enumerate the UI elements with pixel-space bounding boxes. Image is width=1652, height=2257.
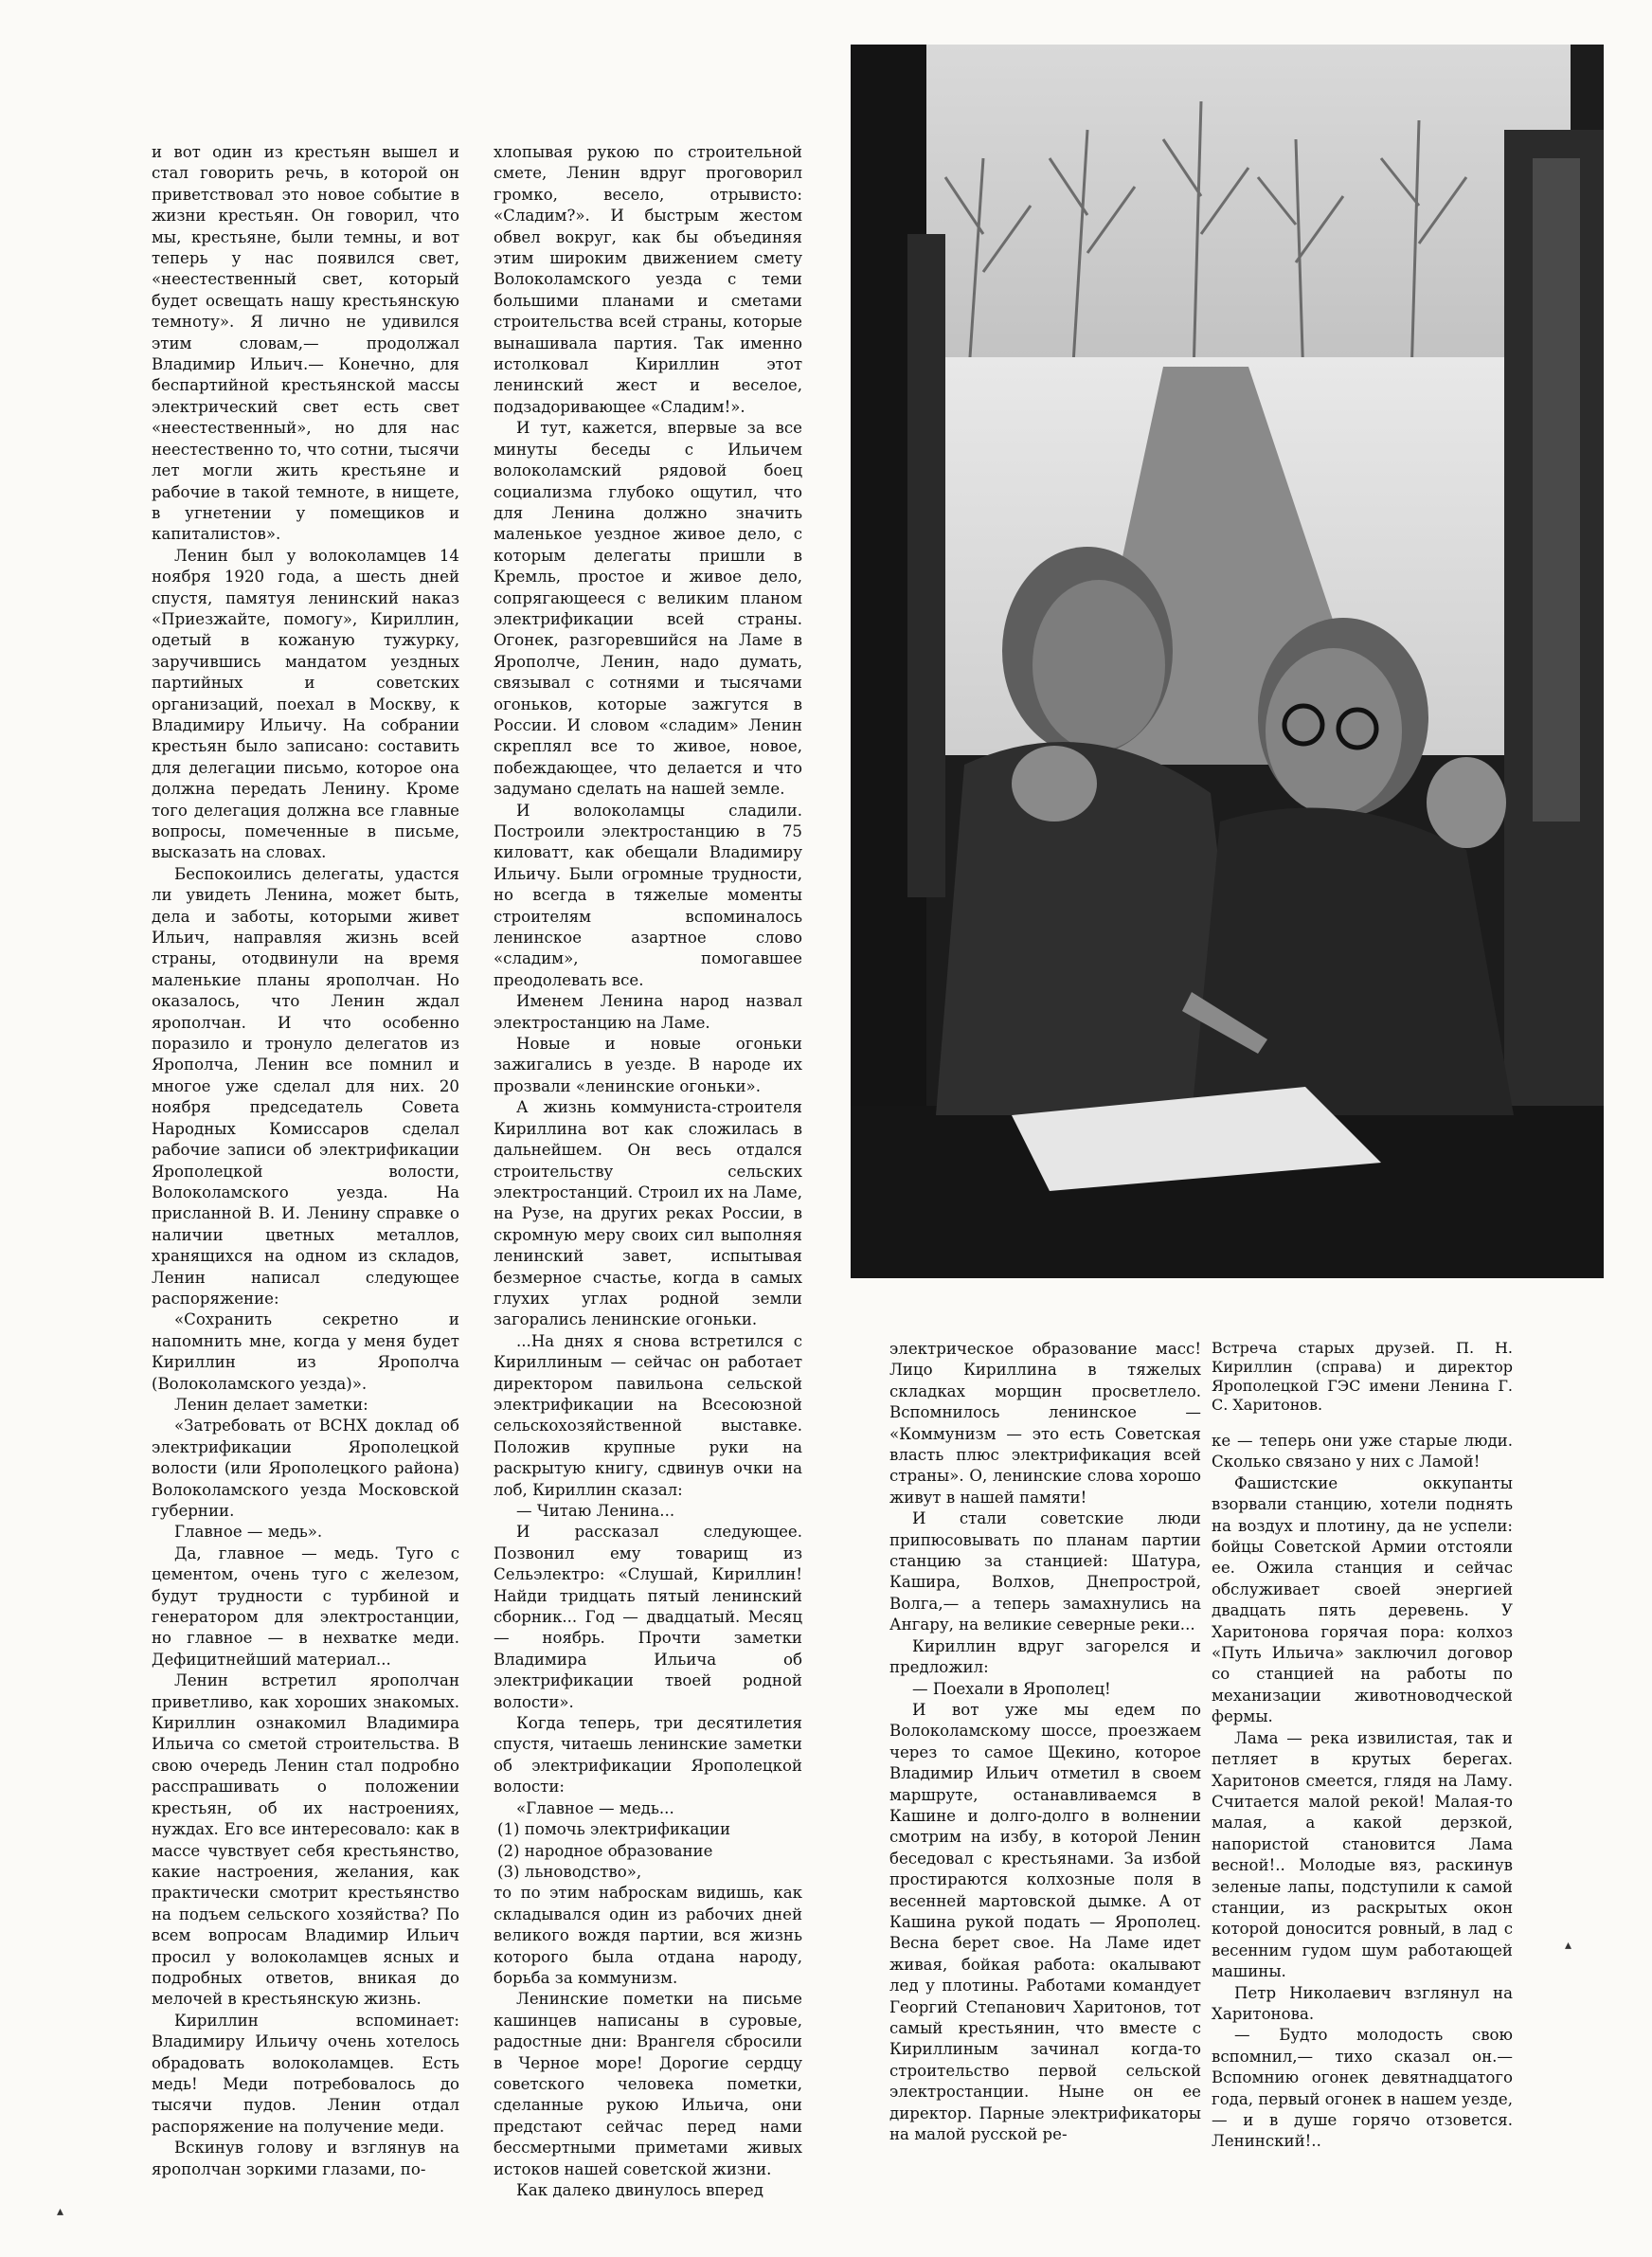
paragraph: Петр Николаевич взглянул на Харитонова.	[1212, 1983, 1513, 2023]
photo-illustration	[851, 45, 1604, 1278]
paragraph: Вскинув голову и взглянув на ярополчан зоркими глазами, по-	[152, 2139, 459, 2178]
paragraph: — Будто молодость свою вспомнил,— тихо сказал он.— Вспомнию огонек девятнадцатого года, первый огонек в нашем уезде,— и в душе горячо отзовется. Ленинский!..	[1212, 2026, 1513, 2151]
paragraph: ...На днях я снова встретился с Кириллиным — сейчас он работает директором павильона сельской электрификации на Всесоюзной сельскохозяйственной выставке. Положив крупные руки на раскрытую книгу, сдвинув очки на лоб, Кириллин сказал:	[494, 1331, 802, 1499]
paragraph: — Читаю Ленина...	[516, 1502, 675, 1520]
paragraph: электрическое образование масс! Лицо Кириллина в тяжелых складках морщин просветлело. Вспомнилось ленинское — «Коммунизм — это есть Советская власть плюс электрификация всей страны». О, ленинские слова хорошо живут в нашей памяти!	[889, 1340, 1201, 1507]
paragraph: Новые и новые огоньки зажигались в уезде. В народе их прозвали «ленинские огоньки».	[494, 1035, 802, 1095]
paragraph: И стали советские люди припюсовывать по планам партии станцию за станцией: Шатура, Каширa, Волхов, Днепрострой, Волга,— а теперь замахнулись на Ангару, на великие северные реки...	[889, 1509, 1201, 1634]
paragraph: то по этим наброскам видишь, как складывался один из рабочих дней великого вождя партии, вся жизнь которого была отдана народу, борьба за коммунизм.	[494, 1884, 802, 1987]
article-column-4	[1212, 1431, 1513, 2153]
print-speck: ▴	[1565, 1938, 1572, 1953]
paragraph: И тут, кажется, впервые за все минуты беседы с Ильичем волоколамский рядовой боец социализма глубоко ощутил, что для Ленина должно значить маленькое уездное живое дело, с которым делегаты пришли в Кремль, простое и живое дело, сопрягающееся с великим планом электрификации всей страны. Огонек, разгоревшийся на Ламе в Ярополче, Ленин, надо думать, связывал с сотнями и тысячами огоньков, которые зажгутся в России. И словом «сладим» Ленин скреплял все то живое, новое, побеждающее, что делается и что задумано сделать на нашей земле.	[494, 419, 802, 799]
paragraph: И рассказал следующее. Позвонил ему товарищ из Сельэлектро: «Слушай, Кириллин! Найди тридцать пятый ленинский сборник... Год — двадцатый. Месяц — ноябрь. Прочти заметки Владимира Ильича об электрификации твоей родной волости».	[494, 1523, 802, 1711]
paragraph: Когда теперь, три десятилетия спустя, читаешь ленинские заметки об электрификации Ярополецкой волости:	[494, 1714, 802, 1797]
list-item: (3) льноводство»,	[497, 1862, 642, 1881]
quote-paragraph: «Сохранить секретно и напомнить мне, когда у меня будет Кириллин из Ярополча (Волоколамского уезда)».	[152, 1310, 459, 1393]
paragraph: ке — теперь они уже старые люди. Сколько связано у них с Ламой!	[1212, 1432, 1513, 1472]
paragraph: Ленин делает заметки:	[174, 1395, 368, 1414]
paragraph: Кириллин вдруг загорелся и предложил:	[889, 1636, 1201, 1677]
paragraph: и вот один из крестьян вышел и стал говорить речь, в которой он приветствовал это новое событие в жизни крестьян. Он говорил, что мы, крестьяне, были темны, и вот теперь у нас появился свет, «неестественный свет, который будет освещать нашу крестьянскую темноту». Я лично не удивился этим словам,— продолжал Владимир Ильич.— Конечно, для беспартийной крестьянской массы электрический свет есть свет «неестественный», но для нас неестественно то, что сотни, тысячи лет могли жить крестьяне и рабочие в такой темноте, в нищете, в угнетении у помещиков и капиталистов».	[152, 143, 459, 544]
article-column-2	[494, 142, 802, 2201]
quote-paragraph: Главное — медь».	[174, 1523, 323, 1542]
list-item: (1) помочь электрификации	[497, 1820, 730, 1839]
paragraph: Как далеко двинулось вперед	[516, 2181, 763, 2199]
paragraph: хлопывая рукою по строительной смете, Ленин вдруг проговорил громко, весело, отрывисто: «Сладим?». И быстрым жестом обвел вокруг, как бы объединяя этим широким движением смету Волоколамского уезда с теми большими планами и сметами строительства всей страны, которые вынашивала партия. Так именно истолковал Кириллин этот ленинский жест и веселое, подзадоривающее «Сладим!».	[494, 143, 802, 416]
paragraph: А жизнь коммуниста-строителя Кириллина вот как сложилась в дальнейшем. Он весь отдался строительству сельских электростанций. Строил их на Ламе, на Рузе, на других реках России, в скромную меру своих сил выполняя ленинский завет, испытывая безмерное счастье, когда в самых глухих углах родной земли загорались ленинские огоньки.	[494, 1098, 802, 1329]
paragraph: — Поехали в Ярополец!	[912, 1679, 1111, 1698]
print-speck: ▴	[57, 2204, 64, 2219]
photo-caption: Встреча старых друзей. П. Н. Кириллин (справа) и директор Ярополецкой ГЭС имени Ленина Г. С. Харитонов.	[1212, 1339, 1513, 1414]
paragraph: Ленин был у волоколамцев 14 ноября 1920 года, а шесть дней спустя, памятуя ленинский наказ «Приезжайте, помогу», Кириллин, одетый в кожаную тужурку, заручившись мандатом уездных партийных и советских организаций, поехал в Москву, к Владимиру Ильичу. На собрании крестьян было записано: составить для делегации письмо, которое она должна передать Ленину. Кроме того делегация должна все главные вопросы, помеченные в письме, высказать на словах.	[152, 546, 459, 862]
paragraph: И волоколамцы сладили. Построили электростанцию в 75 киловатт, как обещали Владимиру Ильичу. Были огромные трудности, но всегда в тяжелые моменты строителям вспоминалось ленинское азартное слово «сладим», помогавшее преодолевать все.	[494, 801, 802, 989]
paragraph: Ленин встретил ярополчан приветливо, как хороших знакомых. Кириллин ознакомил Владимира Ильича со сметой строительства. В свою очередь Ленин стал подробно расспрашивать о положении крестьян, об их настроениях, нуждах. Его все интересовало: как в массе чувствует себя крестьянство, какие настроения, желания, как практически смотрит крестьянство на подъем сельского хозяйства? По всем вопросам Владимир Ильич просил у волоколамцев ясных и подробных ответов, вникая до мелочей в крестьянскую жизнь.	[152, 1671, 459, 2009]
photograph-two-men-reading	[851, 45, 1604, 1278]
article-column-1	[152, 142, 459, 2180]
paragraph: Именем Ленина народ назвал электростанцию на Ламе.	[494, 992, 802, 1032]
paragraph: Беспокоились делегаты, удастся ли увидеть Ленина, может быть, дела и заботы, которыми живет Ильич, направляя жизнь всей страны, отодвинули на время маленькие планы ярополчан. Но оказалось, что Ленин ждал ярополчан. И что особенно поразило и тронуло делегатов из Ярополча, Ленин все помнил и многое уже сделал для них. 20 ноября председатель Совета Народных Комиссаров сделал рабочие записи об электрификации Ярополецкой волости, Волоколамского уезда. На присланной В. И. Ленину справке о наличии цветных металлов, хранящихся на одном из складов, Ленин написал следующее распоряжение:	[152, 864, 459, 1308]
quote-line: «Главное — медь...	[516, 1798, 674, 1817]
list-item: (2) народное образование	[497, 1841, 713, 1860]
paragraph: Ленинские пометки на письме кашинцев написаны в суровые, радостные дни: Врангеля сбросили в Черное море! Дорогие сердцу советского человека пометки, сделанные рукою Ильича, они предстают сейчас перед нами бессмертными приметами живых истоков нашей советской жизни.	[494, 1990, 802, 2178]
paragraph: Да, главное — медь. Туго с цементом, очень туго с железом, будут трудности с турбиной и генератором для электростанции, но главное — в нехватке меди. Дефицитнейший материал...	[152, 1544, 459, 1669]
paragraph: Лама — река извилистая, так и петляет в крутых берегах. Харитонов смеется, глядя на Ламу. Считается малой рекой! Малая-то малая, а какой дерзкой, напористой становится Лама весной!.. Молодые вяз, раскинув зеленые лапы, подступили к самой станции, из раскрытых окон которой доносится ровный, в лад с весенним гудом шум работающей машины.	[1212, 1728, 1513, 1981]
paragraph: И вот уже мы едем по Волоколамскому шоссе, проезжаем через то самое Щекино, которое Владимир Ильич отметил в своем маршруте, останавливаемся в Кашине и долго-долго в волнении смотрим на избу, в которой Ленин беседовал с крестьянами. За избой простираются колхозные поля в весенней мартовской дымке. А от Кашина рукой подать — Ярополец. Весна берет свое. На Ламе идет живая, бойкая работа: окалывают лед у плотины. Работами командует Георгий Степанович Харитонов, тот самый крестьянин, что вместе с Кириллиным зачинал когда-то строительство первой сельской электростанции. Ныне он ее директор. Парные электрификаторы на малой русской ре-	[889, 1700, 1201, 2144]
paragraph: Фашистские оккупанты взорвали станцию, хотели поднять на воздух и плотину, да не успели: бойцы Советской Армии отстояли ее. Ожила станция и сейчас обслуживает своей энергией двадцать пять деревень. У Харитонова горячая пора: колхоз «Путь Ильича» заключил договор со станцией на работы по механизации животноводческой фермы.	[1212, 1473, 1513, 1726]
article-column-3	[889, 1339, 1201, 2145]
paragraph: Кириллин вспоминает: Владимиру Ильичу очень хотелось обрадовать волоколамцев. Есть медь! Меди потребовалось до тысячи пудов. Ленин отдал распоряжение на получение меди.	[152, 2011, 459, 2136]
quote-paragraph: «Затребовать от ВСНХ доклад об электрификации Ярополецкой волости (или Ярополецкого района) Волоколамского уезда Московской губернии.	[152, 1417, 459, 1520]
